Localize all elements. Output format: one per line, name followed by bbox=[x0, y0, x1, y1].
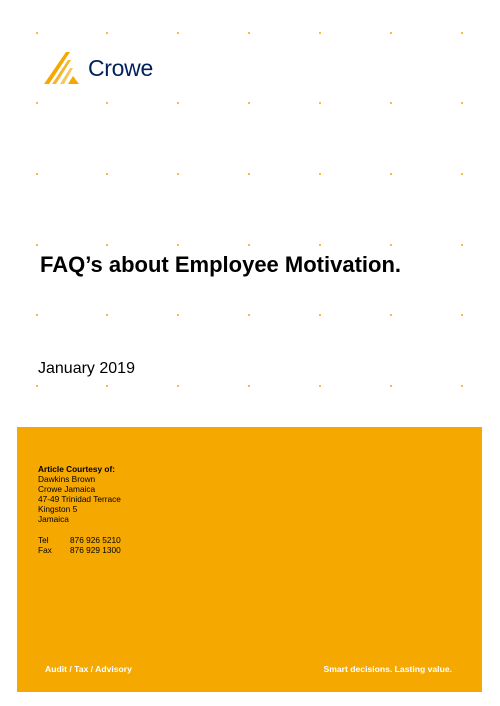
contact-line: Kingston 5 bbox=[38, 504, 78, 515]
grid-dot bbox=[106, 314, 108, 316]
grid-dot bbox=[248, 244, 250, 246]
grid-dot bbox=[248, 385, 250, 387]
grid-dot bbox=[36, 314, 38, 316]
grid-dot bbox=[248, 314, 250, 316]
grid-dot bbox=[461, 32, 463, 34]
grid-dot bbox=[461, 314, 463, 316]
grid-dot bbox=[36, 385, 38, 387]
grid-dot bbox=[177, 102, 179, 104]
grid-dot bbox=[461, 244, 463, 246]
grid-dot bbox=[248, 102, 250, 104]
contact-line: Crowe Jamaica bbox=[38, 484, 96, 495]
grid-dot bbox=[319, 314, 321, 316]
grid-dot bbox=[461, 385, 463, 387]
tel-row bbox=[38, 535, 121, 545]
grid-dot bbox=[177, 32, 179, 34]
grid-dot bbox=[36, 32, 38, 34]
grid-dot bbox=[106, 32, 108, 34]
brand-slogan: Smart decisions. Lasting value. bbox=[323, 664, 452, 674]
grid-dot bbox=[461, 102, 463, 104]
crowe-logo-mark-icon bbox=[44, 52, 84, 86]
tel-number: 876 926 5210 bbox=[70, 534, 121, 545]
grid-dot bbox=[248, 173, 250, 175]
grid-dot bbox=[177, 173, 179, 175]
grid-dot bbox=[390, 385, 392, 387]
grid-dot bbox=[319, 385, 321, 387]
grid-dot bbox=[319, 102, 321, 104]
grid-dot bbox=[390, 32, 392, 34]
grid-dot bbox=[319, 244, 321, 246]
crowe-logo-text: Crowe bbox=[88, 55, 153, 81]
contact-heading: Article Courtesy of: bbox=[38, 464, 115, 474]
grid-dot bbox=[390, 244, 392, 246]
grid-dot bbox=[36, 102, 38, 104]
grid-dot bbox=[106, 244, 108, 246]
grid-dot bbox=[319, 32, 321, 34]
contact-block bbox=[38, 464, 121, 555]
contact-line: 47-49 Trinidad Terrace bbox=[38, 494, 121, 505]
grid-dot bbox=[390, 102, 392, 104]
fax-row bbox=[38, 545, 121, 555]
grid-dot bbox=[177, 385, 179, 387]
grid-dot bbox=[106, 385, 108, 387]
document-title: FAQ’s about Employee Motivation. bbox=[40, 252, 402, 277]
grid-dot bbox=[36, 244, 38, 246]
grid-dot bbox=[390, 173, 392, 175]
contact-line: Dawkins Brown bbox=[38, 474, 96, 485]
contact-panel bbox=[17, 427, 482, 692]
fax-number: 876 929 1300 bbox=[70, 544, 121, 555]
tel-label: Tel bbox=[38, 534, 49, 545]
contact-line: Jamaica bbox=[38, 514, 69, 525]
document-date: January 2019 bbox=[38, 360, 135, 377]
grid-dot bbox=[106, 173, 108, 175]
grid-dot bbox=[248, 32, 250, 34]
services-tagline: Audit / Tax / Advisory bbox=[45, 664, 132, 674]
grid-dot bbox=[390, 314, 392, 316]
grid-dot bbox=[177, 314, 179, 316]
grid-dot bbox=[177, 244, 179, 246]
grid-dot bbox=[319, 173, 321, 175]
grid-dot bbox=[106, 102, 108, 104]
crowe-logo bbox=[44, 52, 166, 86]
fax-label: Fax bbox=[38, 544, 52, 555]
grid-dot bbox=[461, 173, 463, 175]
grid-dot bbox=[36, 173, 38, 175]
